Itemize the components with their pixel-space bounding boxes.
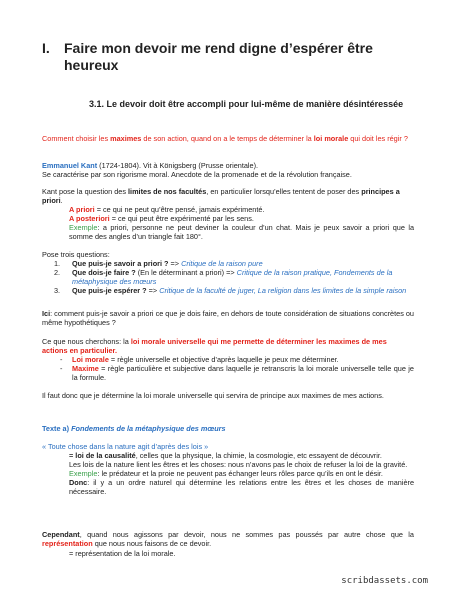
section-heading — [42, 40, 422, 74]
causality-def: = loi de la causalité, celles que la physique, la chimie, la cosmologie, etc essayent de découvrir. — [69, 451, 382, 460]
def-maxime: - Maxime = règle particulière et subjective dans laquelle je retranscris la loi morale universelle telle que je la formule. — [60, 364, 414, 382]
section-title: Faire mon devoir me rend digne d’espérer être heureux — [64, 40, 373, 73]
limits-paragraph: Kant pose la question des limites de nos facultés, en particulier lorsqu’elles tentent de poser des principes a priori. A priori = ce qui ne peut qu’être pensé, jamais expérimenté. A posteriori = ce qui peut être expérimenté par les sens. Exemple: a priori, personne ne peut deviner la couleur d’un chat. Mais je peux savoir a priori que la somme des angles d’un triangle fait 180°. — [42, 187, 414, 241]
kant-name: Emmanuel Kant — [42, 161, 98, 170]
apriori-def: A priori = ce qui ne peut qu’être pensé, jamais expérimenté. — [69, 205, 265, 214]
question-3: 3. Que puis-je espérer ? => Critique de la faculté de juger, La religion dans les limites de la simple raison — [54, 286, 407, 295]
conclusion-paragraph: Il faut donc que je détermine la loi morale universelle qui servira de principe aux maximes de mes actions. — [42, 391, 384, 400]
nature-laws-section — [42, 442, 414, 496]
cependant-paragraph: Cependant, quand nous agissons par devoir, nous ne sommes pas poussés par autre chose que la représentation que nous nous faisons de ce devoir. — [42, 530, 414, 548]
kant-paragraph: Emmanuel Kant (1724-1804). Vit à Königsberg (Prusse orientale). Se caractérise par son rigorisme moral. Anecdote de la promenade et de la révolution française. — [42, 161, 352, 179]
ici-paragraph: Ici: comment puis-je savoir a priori ce que je dois faire, en dehors de toute considération de situations concrètes ou même hypothétiques ? — [42, 309, 414, 327]
three-questions: Pose trois questions: 1. Que puis-je savoir a priori ? => Critique de la raison pure 2. Que dois-je faire ? (En le déterminant a priori) => Critique de la raison pratique, Fondements de la métaphysique des mœurs 3. Que puis-je espérer ? => Critique de la faculté de juger, La religion dans les limites de la simple raison — [42, 250, 414, 295]
question-2: 2. Que dois-je faire ? (En le déterminant a priori) => Critique de la raison pratique, Fondements de la métaphysique des mœurs — [54, 268, 393, 286]
subsection-heading: 3.1. Le devoir doit être accompli pour lui-même de manière désintéressée — [89, 99, 404, 109]
watermark-url: scribdassets.com — [341, 576, 428, 586]
example-triangle: Exemple: a priori, personne ne peut deviner la couleur d’un chat. Mais je peux savoir a priori que la somme des angles d’un triangle fait 180°. — [69, 223, 414, 241]
quote: « Toute chose dans la nature agit d’après des lois » — [42, 442, 209, 451]
representation-def: = représentation de la loi morale. — [69, 549, 176, 558]
nature-laws: Les lois de la nature lient les êtres et les choses: nous n’avons pas le choix de refuser la loi de la gravité. — [69, 460, 408, 469]
example-predator: Exemple: le prédateur et la proie ne peuvent pas échanger leurs rôles parce qu’ils en ont le désir. — [69, 469, 383, 478]
aposteriori-def: A posteriori = ce qui peut être expérimenté par les sens. — [69, 214, 254, 223]
section-number: I. — [42, 40, 50, 56]
def-loi-morale: - Loi morale = règle universelle et objective d’après laquelle je peux me déterminer. — [60, 355, 339, 364]
question-1: 1. Que puis-je savoir a priori ? => Critique de la raison pure — [54, 259, 263, 268]
donc-paragraph: Donc: il y a un ordre naturel qui détermine les relations entre les êtres et les choses de manière nécessaire. — [69, 478, 414, 496]
search-paragraph: Ce que nous cherchons: la loi morale universelle qui me permette de déterminer les maximes de mes actions en particulier. - Loi morale = règle universelle et objective d’après laquelle je peux me déterminer. - Maxime = règle particulière et subjective dans laquelle je retranscris la loi morale universelle telle que je la formule. — [42, 337, 414, 382]
text-a-heading: Texte a) Fondements de la métaphysique des mœurs — [42, 424, 226, 433]
question-paragraph: Comment choisir les maximes de son action, quand on a le temps de déterminer la loi morale qui doit les régir ? — [42, 134, 408, 143]
